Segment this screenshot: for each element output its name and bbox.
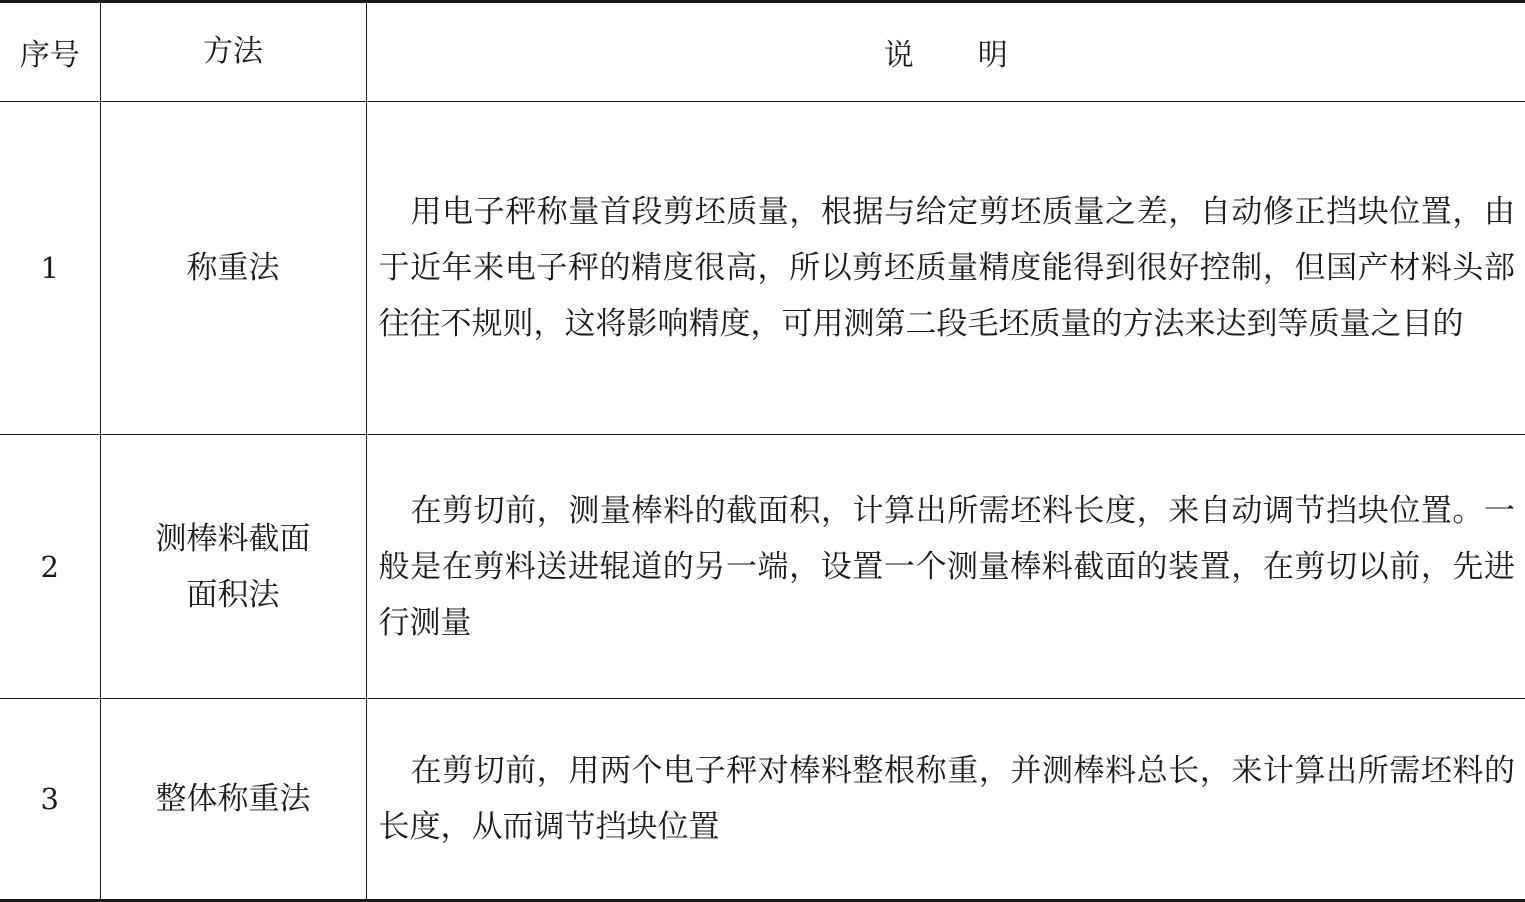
row-no: 1 bbox=[0, 102, 100, 435]
row-description: 在剪切前，用两个电子秤对棒料整根称重，并测棒料总长，来计算出所需坯料的长度，从而调节挡块位置 bbox=[366, 699, 1525, 901]
row-description: 用电子秤称量首段剪坯质量，根据与给定剪坯质量之差，自动修正挡块位置，由于近年来电子秤的精度很高，所以剪坯质量精度能得到很好控制，但国产材料头部往往不规则，这将影响精度，可用测第二段毛坯质量的方法来达到等质量之目的 bbox=[366, 102, 1525, 435]
row-method bbox=[100, 699, 366, 901]
row-method-text: 称重法 bbox=[186, 250, 280, 286]
table-row bbox=[0, 102, 1525, 435]
row-method-text: 测棒料截面面积法 bbox=[155, 520, 311, 613]
row-description: 在剪切前，测量棒料的截面积，计算出所需坯料长度，来自动调节挡块位置。一般是在剪料送进辊道的另一端，设置一个测量棒料截面的装置，在剪切以前，先进行测量 bbox=[366, 435, 1525, 699]
row-method bbox=[100, 435, 366, 699]
row-no: 2 bbox=[0, 435, 100, 699]
row-no: 3 bbox=[0, 699, 100, 901]
header-description: 说明 bbox=[366, 2, 1525, 102]
header-method: 方法 bbox=[100, 2, 366, 102]
table-row bbox=[0, 435, 1525, 699]
header-no: 序号 bbox=[0, 2, 100, 102]
header-row bbox=[0, 2, 1525, 102]
table-row bbox=[0, 699, 1525, 901]
row-method bbox=[100, 102, 366, 435]
row-method-text: 整体称重法 bbox=[155, 781, 311, 817]
